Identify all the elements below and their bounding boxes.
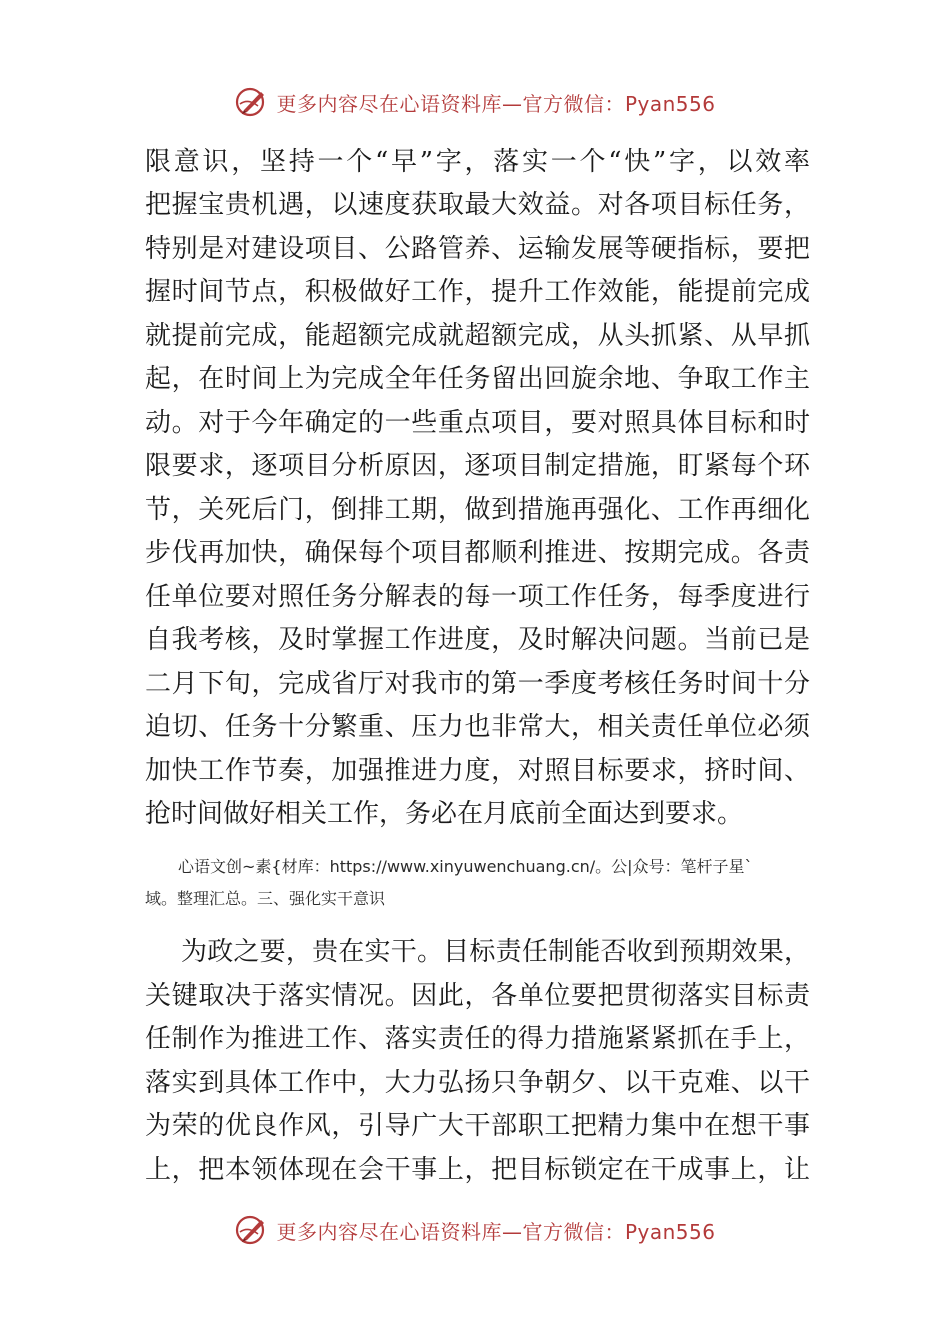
paragraph-line: 为政之要，贵在实干。目标责任制能否收到预期效果， — [181, 937, 810, 967]
paragraph-line: 任制作为推进工作、落实责任的得力措施紧紧抓在手上， — [145, 1024, 810, 1054]
source-note-line: 心语文创~素{材库：https://www.xinyuwenchuang.cn/。公|众号：笔杆子星` — [178, 857, 753, 876]
paragraph-line: 落实到具体工作中，大力弘扬只争朝夕、以干克难、以干 — [145, 1068, 810, 1098]
paragraph-line: 关键取决于落实情况。因此，各单位要把贯彻落实目标责 — [145, 981, 810, 1011]
footer-banner — [0, 1210, 950, 1250]
paragraph-line: 任单位要对照任务分解表的每一项工作任务，每季度进行 — [145, 582, 810, 612]
pen-logo-icon — [234, 1212, 270, 1248]
paragraph-line: 自我考核，及时掌握工作进度，及时解决问题。当前已是 — [145, 625, 810, 655]
banner-text: 更多内容尽在心语资料库—官方微信：Pyan556 — [276, 91, 716, 116]
paragraph-line: 握时间节点，积极做好工作，提升工作效能，能提前完成 — [145, 277, 810, 307]
section-heading-note: 域。整理汇总。三、强化实干意识 — [145, 889, 386, 908]
paragraph-line: 把握宝贵机遇，以速度获取最大效益。对各项目标任务， — [145, 190, 810, 220]
paragraph-line: 步伐再加快，确保每个项目都顺利推进、按期完成。各责 — [145, 538, 810, 568]
paragraph-line: 加快工作节奏，加强推进力度，对照目标要求，挤时间、 — [145, 756, 810, 786]
header-banner — [0, 82, 950, 122]
paragraph-line: 节，关死后门，倒排工期，做到措施再强化、工作再细化 — [145, 495, 810, 525]
pen-logo-icon — [234, 84, 270, 120]
paragraph-line: 动。对于今年确定的一些重点项目，要对照具体目标和时 — [145, 408, 810, 438]
paragraph-line: 特别是对建设项目、公路管养、运输发展等硬指标，要把 — [145, 234, 810, 264]
paragraph-line: 起，在时间上为完成全年任务留出回旋余地、争取工作主 — [145, 364, 810, 394]
banner-text: 更多内容尽在心语资料库—官方微信：Pyan556 — [276, 1219, 716, 1244]
paragraph-line: 抢时间做好相关工作，务必在月底前全面达到要求。 — [145, 799, 744, 829]
paragraph-line: 上，把本领体现在会干事上，把目标锁定在干成事上，让 — [145, 1155, 810, 1185]
paragraph-line: 就提前完成，能超额完成就超额完成，从头抓紧、从早抓 — [145, 321, 810, 351]
paragraph-line: 二月下旬，完成省厅对我市的第一季度考核任务时间十分 — [145, 669, 810, 699]
paragraph-line: 限要求，逐项目分析原因，逐项目制定措施，盯紧每个环 — [145, 451, 810, 481]
paragraph-line: 迫切、任务十分繁重、压力也非常大，相关责任单位必须 — [145, 712, 810, 742]
paragraph-line: 为荣的优良作风，引导广大干部职工把精力集中在想干事 — [145, 1111, 810, 1141]
paragraph-line: 限意识，坚持一个“早”字，落实一个“快”字，以效率 — [145, 147, 810, 177]
